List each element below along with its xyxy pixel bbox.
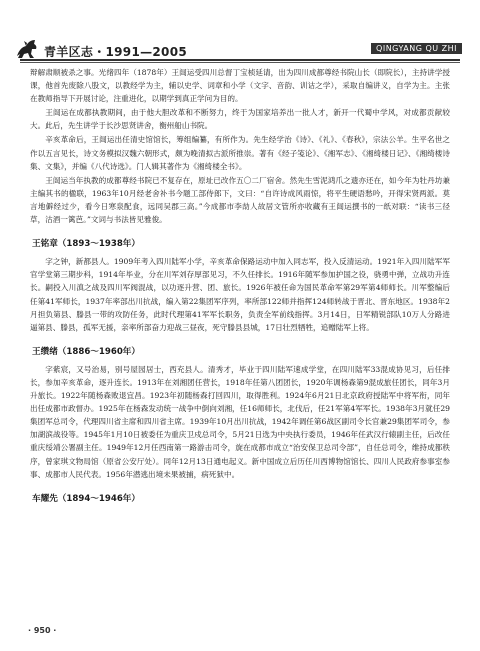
header-rule: [20, 59, 460, 61]
page-body: [30, 66, 450, 618]
intro-paragraph: 王闿运在成都执教期间，由于他大胆改革和不断努力，终于为国家培养出一批人才，新开一代蜀中学风，对成都贡献较大。此后，先生讲学于长沙思贤讲舍，衡州船山书院。: [30, 108, 450, 131]
bio-heading: 王铭章（1893～1938年）: [32, 239, 140, 250]
intro-paragraph: 王闿运当年执教的成都尊经书院已不复存在，原址已改作五〇二厂宿舍。然先生雪泥鸿爪之遗亦还在，如今年为牡丹坊兼主编其书的楹联，1963年10月经老舍补书今题工部侍郎下，文曰：“自许诗成风雨惊，将平生硬语愁吟，开得宋贤两派。莫言地僻经过少，看今日寒泉配食，远同吴郡三高。”今成都市李劼人故居文管所亦收藏有王闿运撰书的一纸对联：“读书三径草，沽酒一篱芭。”文词与书法皆见雅俊。: [30, 175, 450, 225]
bio-heading: 王缵绪（1886～1960年）: [32, 346, 140, 357]
header-rule-thin: [20, 62, 460, 63]
page-number: · 950 ·: [28, 626, 57, 635]
intro-paragraph: 辩解肃顺被杀之事。光绪四年（1878年）王闿运受四川总督丁宝桢延请，出为四川成都尊经书院山长（即院长），主持讲学授课，他首先废除八股文，以教经学为主，辅以史学、词章和小学（文字、音韵、训诂之学），采取自编讲义，自学为主。主张在教师指导下开展讨论，注重进化，以期学到真正学问为目的。: [30, 68, 450, 104]
section-label: QINGYANG QU ZHI: [371, 43, 462, 54]
intro-paragraph: 辛亥革命后，王闿运出任清史馆馆长，筹组编纂，有所作为。先生经学治《诗》、《礼》、《春秋》，宗法公羊。生平名世之作以五言见长，诗文务模拟汉魏六朝形式，颇为晚清拟古派所推崇。著有《经子笺论》、《湘军志》、《湘绮楼日记》、《湘绮楼诗集、文集》，并编《八代诗选》。门人辑其著作为《湘绮楼全书》。: [30, 135, 450, 171]
bio-heading: 车耀先（1894～1946年）: [32, 493, 140, 504]
book-title: 青羊区志・1991—2005: [44, 45, 187, 59]
bio-paragraph: 字紫宸，又号治易，别号屋园居士，西充县人。清秀才，毕业于四川陆军速成学堂，在四川陆军33混成协见习，后任排长，参加辛亥革命，逐升连长。1913年在刘湘团任营长，1918年任第八团团长，1920年调杨森第9混成旅任团长，同年3月升旅长。1922年随杨森败退宜昌。1923年初随杨森打回四川，取得胜利。1924年6月21日北京政府授陆军中将军衔，同年出任成都市政督办。1925年在杨森发动统一战争中倒向刘湘，任16师师长，北伐后，任21军第4军军长。1938年3月就任29集团军总司令，代理四川省主席和四川省主席。1939年10月出川抗战，1942年调任第6战区副司令长官兼29集团军司令，参加湖滨战役等。1945年1月10日被委任为重庆卫戍总司令，5月21日选为中央执行委员，1946年任武汉行辕副主任，后改任重庆绥靖公署副主任。1949年12月任西南第一路游击司令，旋在成都市成立“治安保卫总司令部”，自任总司令，维持成都秩序，曾家琪文物局馆（原省公安厅处）。同年12月13日通电起义。新中国成立后历任川西博物馆馆长、四川人民政府参事室参事、成都市人民代表。1956年潜逃出境未果被捕，病死狱中。: [30, 364, 450, 479]
page-header: [0, 0, 480, 68]
bio-paragraph: 字之钟，新都县人。1909年考入四川陆军小学，辛亥革命保路运动中加入同志军，投入反清运动。1921年入四川陆军军官学堂第三期步科，1914年毕业，分在川军刘存厚部见习，不久任排长。1916年随军参加护国之役，骁勇中弹，立战功升连长。嗣投入川滇之战及四川军阀混战，以功逐升营、团、旅长。1926年被任命为国民革命军第29军第4师师长。川军整编后任第41军师长，1937年率部出川抗战，编入第22集团军序列，率所部122师并指挥124师转战于晋北、晋东地区。1938年2月担负第县、滕县一带的攻防任务，此时代理第41军军长职务，负责全军前线指挥。3月14日，日军精锐部队10万人分路进逼第县、滕县，孤军无援，亲率所部奋力迎战三昼夜，死守滕县县城，17日壮烈牺牲，追赠陆军上将。: [30, 257, 450, 332]
